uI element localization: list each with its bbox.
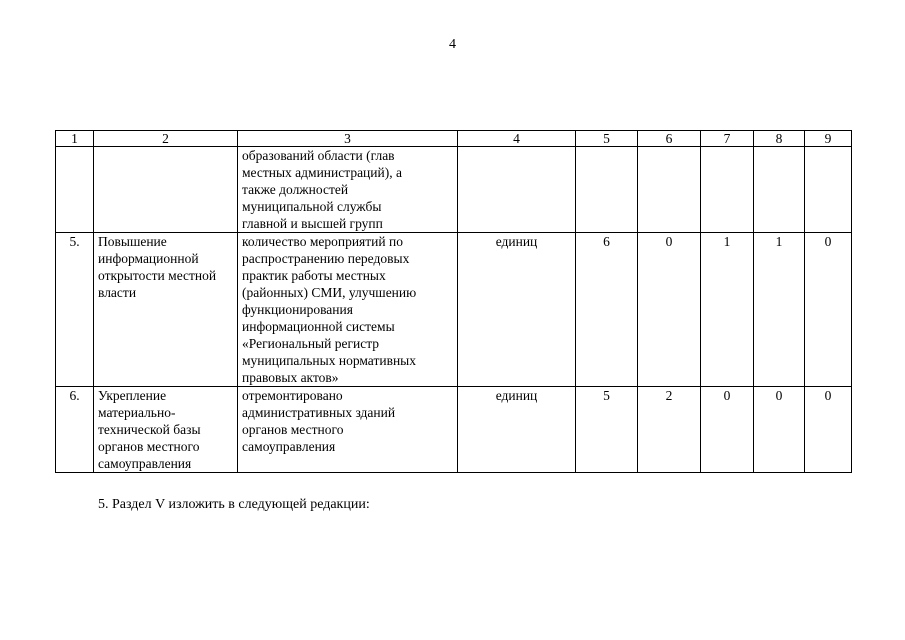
name-line: технической базы	[98, 422, 201, 437]
indicator-line: местных администраций), а	[242, 165, 402, 180]
column-header: 9	[805, 131, 852, 147]
row-number-cell	[56, 147, 94, 233]
indicator-line: муниципальных нормативных	[242, 353, 416, 368]
indicator-line: практик работы местных	[242, 268, 386, 283]
indicator-line: самоуправления	[242, 439, 336, 454]
row-value-cell: 0	[805, 387, 852, 473]
indicator-line: количество мероприятий по	[242, 234, 403, 249]
row-name-cell	[94, 387, 238, 473]
row-number-cell: 5.	[56, 233, 94, 387]
row-value-cell: 0	[754, 387, 805, 473]
row-unit-cell	[458, 147, 576, 233]
row-unit-cell: единиц	[458, 233, 576, 387]
name-line: власти	[98, 285, 137, 300]
column-header: 5	[576, 131, 638, 147]
row-value-cell	[576, 147, 638, 233]
table-row	[56, 233, 852, 387]
column-header: 3	[238, 131, 458, 147]
row-value-cell: 0	[701, 387, 754, 473]
table-row	[56, 147, 852, 233]
column-header: 8	[754, 131, 805, 147]
row-name-cell	[94, 233, 238, 387]
indicator-line: «Региональный регистр	[242, 336, 380, 351]
row-value-cell: 0	[805, 233, 852, 387]
indicator-line: образований области (глав	[242, 148, 395, 163]
indicator-line: также должностей	[242, 182, 349, 197]
indicator-line: (районных) СМИ, улучшению	[242, 285, 417, 300]
row-value-cell	[638, 147, 701, 233]
indicator-line: информационной системы	[242, 319, 395, 334]
name-line: материально-	[98, 405, 176, 420]
row-name-cell	[94, 147, 238, 233]
indicator-line: муниципальной службы	[242, 199, 382, 214]
row-indicator-cell	[238, 387, 458, 473]
name-line: Повышение	[98, 234, 167, 249]
row-value-cell	[754, 147, 805, 233]
indicator-line: функционирования	[242, 302, 353, 317]
row-unit-cell: единиц	[458, 387, 576, 473]
indicator-line: распространению передовых	[242, 251, 410, 266]
name-line: открытости местной	[98, 268, 217, 283]
table-row	[56, 387, 852, 473]
column-header: 1	[56, 131, 94, 147]
row-value-cell	[805, 147, 852, 233]
data-table	[55, 130, 852, 473]
indicator-line: органов местного	[242, 422, 344, 437]
row-value-cell: 1	[754, 233, 805, 387]
indicator-line: административных зданий	[242, 405, 396, 420]
row-value-cell: 0	[638, 233, 701, 387]
table-header-row	[56, 131, 852, 147]
name-line: самоуправления	[98, 456, 192, 471]
row-value-cell: 2	[638, 387, 701, 473]
row-number-cell: 6.	[56, 387, 94, 473]
indicator-line: отремонтировано	[242, 388, 343, 403]
row-indicator-cell	[238, 147, 458, 233]
column-header: 4	[458, 131, 576, 147]
column-header: 7	[701, 131, 754, 147]
name-line: информационной	[98, 251, 199, 266]
row-indicator-cell	[238, 233, 458, 387]
column-header: 2	[94, 131, 238, 147]
section-instruction-text: 5. Раздел V изложить в следующей редакции:	[98, 497, 370, 512]
page-number: 4	[449, 37, 456, 52]
name-line: Укрепление	[98, 388, 167, 403]
name-line: органов местного	[98, 439, 200, 454]
row-value-cell	[701, 147, 754, 233]
row-value-cell: 5	[576, 387, 638, 473]
column-header: 6	[638, 131, 701, 147]
indicator-line: правовых актов»	[242, 370, 339, 385]
row-value-cell: 6	[576, 233, 638, 387]
row-value-cell: 1	[701, 233, 754, 387]
indicator-line: главной и высшей групп	[242, 216, 383, 231]
